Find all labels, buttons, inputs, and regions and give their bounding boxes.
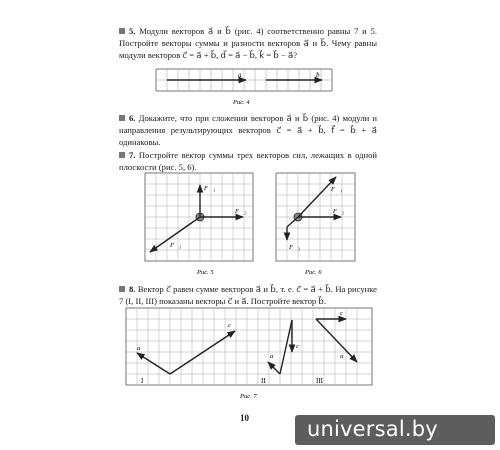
fig7-part3-label-c: c⃗ [340,310,348,317]
fig7-part3-label-a: a⃗ [340,353,349,360]
fig4-label-a: a⃗ [238,71,247,79]
fig5-label-f2: F⃗₂ [235,208,247,215]
problem-text: Вектор c⃗ равен сумме векторов a⃗ и b⃗, т. е. c⃗ = a⃗ + b⃗. На рисунке 7 (I, II, III) показаны векторы c⃗ и a⃗. Постройте вектор b⃗. [119,284,378,306]
fig7-part2-vector-a-line [280,320,292,374]
fig4-label-b: b⃗ [316,71,325,79]
fig7-part2-label-c: c⃗ [296,343,304,350]
problem-number: 5. [129,26,136,36]
fig7-part1-numeral: I [141,377,144,385]
fig4-caption: Рис. 4 [233,99,250,106]
fig6-caption: Рис. 6 [305,269,322,276]
fig7-part1-vector-a [137,353,170,374]
fig5-caption: Рис. 5 [197,269,214,276]
fig7-part3-numeral: III [316,377,323,385]
watermark-text: universal.by [307,417,438,441]
watermark-badge [295,415,495,445]
fig6-label-f1: F⃗₁ [331,186,343,193]
problem-number: 7. [129,150,136,160]
fig7-part1-label-a: a⃗ [137,345,146,352]
fig6-vector-f1 [298,177,336,217]
fig7-part2-label-a: a⃗ [270,353,279,360]
problem-text: Докажите, что при сложении векторов a⃗ и b⃗ (рис. 4) модули и направления результирующих векторов c⃗ = a⃗ + b⃗, f⃗ = b⃗ + a⃗ одинаковы. [119,113,377,147]
problem-text: Модули векторов a⃗ и b⃗ (рис. 4) соответственно равны 7 и 5. Постройте векторы суммы и разности векторов a⃗ и b⃗. Чему равны модули векторов c⃗ = a⃗ + b⃗, d⃗ = a⃗ − b⃗, k⃗ = b⃗ − a⃗? [119,26,377,60]
fig6-label-f2: F⃗₂ [333,208,345,215]
fig6-label-f3: F⃗₃ [289,244,301,251]
problem-number: 6. [129,113,136,123]
page-number: 10 [240,413,249,423]
fig5-label-f1: F⃗₁ [204,185,216,192]
fig5-label-f3: F⃗₃ [170,242,182,249]
fig6-vector-f3-stub [287,217,298,227]
problem-number: 8. [129,284,136,294]
fig7-caption: Рис. 7 [240,393,257,400]
fig7-part2-numeral: II [261,377,266,385]
fig7-part3-vector-a [316,319,357,362]
fig7-part2-vector-a [268,362,280,374]
problem-text: Постройте вектор суммы трех векторов сил, лежащих в одной плоскости (рис. 5, 6). [119,150,377,172]
fig7-part1-label-c: c⃗ [228,322,236,329]
